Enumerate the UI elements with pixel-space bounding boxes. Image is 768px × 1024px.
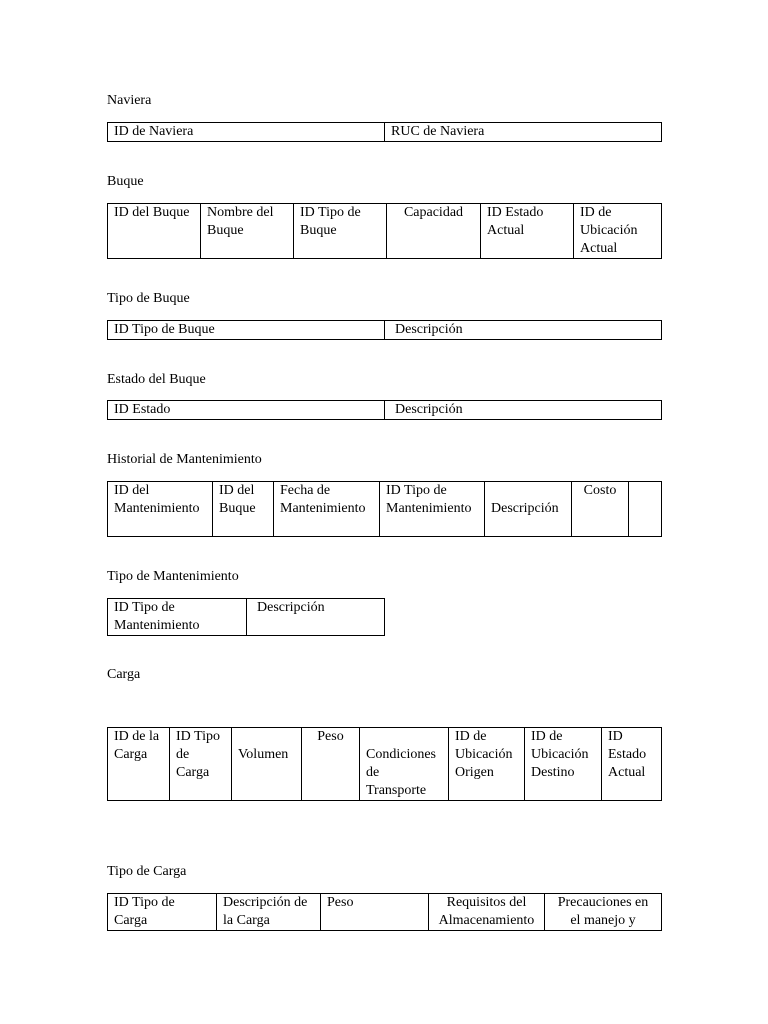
table-row — [108, 321, 662, 340]
section-title-tipo-de-buque: Tipo de Buque — [107, 291, 190, 306]
section-title-buque: Buque — [107, 174, 144, 189]
column-header: ID de Ubicación Actual — [574, 204, 662, 259]
table-buque — [107, 203, 662, 259]
column-header: ID del Buque — [108, 204, 201, 259]
column-header: Peso — [302, 728, 360, 801]
table-naviera — [107, 122, 662, 142]
table-row — [108, 482, 662, 537]
column-header: ID de Naviera — [108, 123, 385, 142]
table-tipo-de-carga — [107, 893, 662, 931]
column-header: ID de la Carga — [108, 728, 170, 801]
column-header: RUC de Naviera — [385, 123, 662, 142]
column-header: ID de Ubicación Origen — [449, 728, 525, 801]
section-title-historial-de-mantenimiento: Historial de Mantenimiento — [107, 452, 262, 467]
table-historial-de-mantenimiento — [107, 481, 662, 537]
column-header: Peso — [321, 894, 429, 931]
table-row — [108, 123, 662, 142]
column-header: Descripción — [385, 321, 662, 340]
table-row — [108, 728, 662, 801]
column-header: ID Tipo de Carga — [108, 894, 217, 931]
section-title-carga: Carga — [107, 667, 141, 682]
column-header: Descripción — [385, 401, 662, 420]
column-header: Volumen — [232, 728, 302, 801]
column-header: ID de Ubicación Destino — [525, 728, 602, 801]
table-estado-del-buque — [107, 400, 662, 420]
section-title-estado-del-buque: Estado del Buque — [107, 372, 206, 387]
column-header: ID del Mantenimiento — [108, 482, 213, 537]
column-header: Capacidad — [387, 204, 481, 259]
column-header: Nombre del Buque — [201, 204, 294, 259]
column-header: ID del Buque — [213, 482, 274, 537]
column-header: ID Tipo de Buque — [108, 321, 385, 340]
column-header: Precauciones en el manejo y — [545, 894, 662, 931]
column-header: Descripción — [485, 482, 572, 537]
table-tipo-de-buque — [107, 320, 662, 340]
column-header: Descripción de la Carga — [217, 894, 321, 931]
column-header: Fecha de Mantenimiento — [274, 482, 380, 537]
section-title-naviera: Naviera — [107, 93, 152, 108]
column-header: ID Tipo de Buque — [294, 204, 387, 259]
column-header: Descripción — [247, 599, 385, 636]
empty-cell — [629, 482, 662, 537]
column-header: Requisitos del Almacenamiento — [429, 894, 545, 931]
column-header: Condiciones de Transporte — [360, 728, 449, 801]
column-header: ID Tipo de Mantenimiento — [380, 482, 485, 537]
column-header: ID Estado Actual — [602, 728, 662, 801]
table-row — [108, 599, 385, 636]
column-header: ID Tipo de Carga — [170, 728, 232, 801]
column-header: ID Tipo de Mantenimiento — [108, 599, 247, 636]
section-title-tipo-de-carga: Tipo de Carga — [107, 864, 187, 879]
table-carga — [107, 727, 662, 801]
column-header: ID Estado — [108, 401, 385, 420]
column-header: ID Estado Actual — [481, 204, 574, 259]
table-row — [108, 204, 662, 259]
table-tipo-de-mantenimiento — [107, 598, 385, 636]
column-header: Costo — [572, 482, 629, 537]
section-title-tipo-de-mantenimiento: Tipo de Mantenimiento — [107, 569, 239, 584]
table-row — [108, 401, 662, 420]
table-row — [108, 894, 662, 931]
